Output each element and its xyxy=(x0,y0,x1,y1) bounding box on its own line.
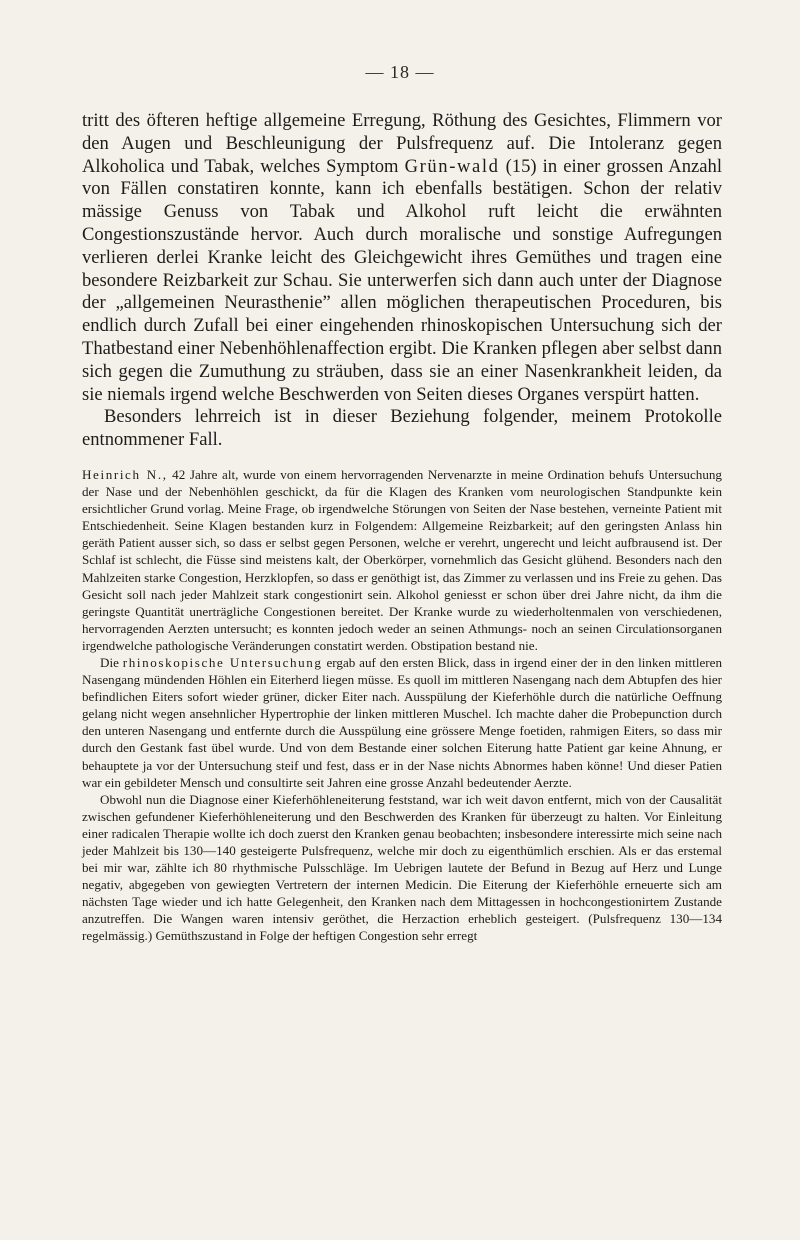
main-paragraph-1: tritt des öfteren heftige allgemeine Erregung, Röthung des Gesichtes, Flimmern vor den Augen und Beschleunigung der Pulsfrequenz auf. Die Intoleranz gegen Alkoholica und Tabak, welches Symptom Grün-wald (15) in einer grossen Anzahl von Fällen constatiren konnte, kann ich ebenfalls bestätigen. Schon der relativ mässige Genuss von Tabak und Alkohol ruft leicht die erwähnten Congestionszustände hervor. Auch durch moralische und sonstige Aufregungen verlieren derlei Kranke leicht des Gleichgewicht ihres Gemüthes und tragen eine besondere Reizbarkeit zur Schau. Sie unterwerfen sich dann auch unter der Diagnose der „allgemeinen Neurasthenie” allen möglichen therapeutischen Proceduren, bis endlich durch Zufall bei einer eingehenden rhinoskopischen Untersuchung sich der Thatbestand einer Nebenhöhlenaffection ergibt. Die Kranken pflegen aber selbst dann sich gegen die Zumuthung zu sträuben, dass sie an einer Nasenkrankheit leiden, da sie niemals irgend welche Beschwerden von Seiten dieses Organes verspürt hatten. xyxy=(82,110,722,405)
patient-name-spaced: Heinrich N., xyxy=(82,466,168,482)
case-paragraph-1: Heinrich N., 42 Jahre alt, wurde von einem hervorragenden Nervenarzte in meine Ordination behufs Untersuchung der Nase und der Nebenhöhlen geschickt, da für die Klagen des Kranken vom neurologischen Standpunkte kein ersichtlicher Grund vorlag. Meine Frage, ob irgendwelche Störungen von Seiten der Nase bestehen, verneinte Patient mit Entschiedenheit. Seine Klagen bestanden kurz in Folgendem: Allgemeine Reizbarkeit; auf den geringsten Anlass hin geräth Patient ausser sich, so dass er selbst gegen Personen, welche er verehrt, ungerecht und leicht aufbrausend ist. Der Schlaf ist schlecht, die Füsse sind meistens kalt, der Oberkörper, vornehmlich das Gesicht glühend. Besonders nach den Mahlzeiten starke Congestion, Herzklopfen, so dass er genöthigt ist, das Zimmer zu verlassen und ins Freie zu gehen. Das Gesicht soll nach jeder Mahlzeit stark congestionirt sein. Alkohol geniesst er schon über drei Jahre nicht, da ihm die geringste Quantität unerträgliche Congestionen bereitet. Der Kranke wurde zu wiederholtenmalen von verschiedenen, hervorragenden Aerzten untersucht; es konnten jedoch weder an seinen Athmungs- noch an seinen Circulationsorganen irgendwelche pathologische Veränderungen constatirt werden. Obstipation bestand nie. xyxy=(82,466,722,653)
page-number: — 18 — xyxy=(365,62,435,82)
case-report xyxy=(82,466,722,945)
page-content xyxy=(82,64,722,945)
main-paragraph-2: Besonders lehrreich ist in dieser Beziehung folgender, meinem Protokolle entnommener Fall. xyxy=(82,406,722,451)
case-paragraph-3: Obwohl nun die Diagnose einer Kieferhöhleneiterung feststand, war ich weit davon entfernt, mich von der Causalität zwischen gefundener Kieferhöhleneiterung und den Beschwerden des Kranken für überzeugt zu halten. Vor Einleitung einer radicalen Therapie wollte ich doch zuerst den Kranken genau beobachten; insbesondere interessirte mich seine nach jeder Mahlzeit bis 130—140 gesteigerte Pulsfrequenz, welche mir doch zu eigenthümlich erschien. Als er das erstemal bei mir war, zählte ich 80 rhythmische Pulsschläge. Im Uebrigen lautete der Befund in Bezug auf Herz und Lunge negativ, abgegeben von gewiegten Vertretern der internen Medicin. Die Eiterung der Kieferhöhle erneuerte sich am nächsten Tage wieder und ich hatte Gelegenheit, den Kranken nach dem Mittagessen in hochcongestionirtem Zustande anzutreffen. Die Wangen waren intensiv geröthet, die Herzaction erheblich gesteigert. (Pulsfrequenz 130—134 regelmässig.) Gemüthszustand in Folge der heftigen Congestion sehr erregt xyxy=(82,791,722,944)
case-paragraph-2: Die rhinoskopische Untersuchung ergab auf den ersten Blick, dass in irgend einer der in den linken mittleren Nasengang mündenden Höhlen ein Eiterherd liegen müsse. Es quoll im mittleren Nasengang nach dem Abtupfen des hier befindlichen Eiters sofort wieder grüner, dicker Eiter nach. Ausspülung der Kieferhöhle durch die natürliche Oeffnung gelang nicht wegen ansehnlicher Hypertrophie der linken mittleren Muschel. Ich machte daher die Probepunction durch den unteren Nasengang und entfernte durch die Ausspülung eine grössere Menge foetiden, rahmigen Eiters, so dass mir durch den Gestank fast übel wurde. Und von dem Bestande einer solchen Eiterung hatte Patient gar keine Ahnung, er behauptete ja vor der Untersuchung steif und fest, dass er in der Nase nichts Abnormes haben könne! Und dieser Patien war ein gebildeter Mensch und consultirte seit Jahren eine grosse Anzahl bedeutender Aerzte. xyxy=(82,654,722,790)
examination-term-spaced: rhinoskopische Untersuchung xyxy=(122,654,323,670)
author-name-spaced: Grün-wald xyxy=(404,155,500,177)
main-text xyxy=(82,110,722,452)
